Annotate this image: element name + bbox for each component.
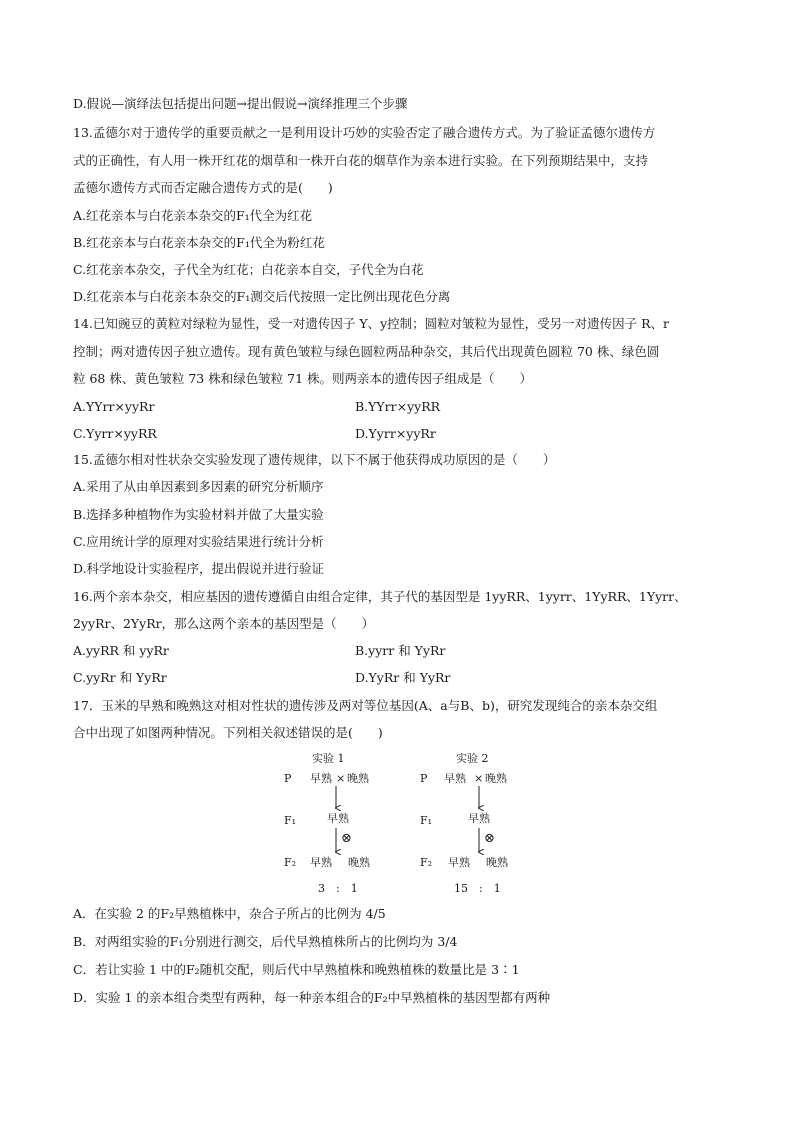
q14-stem-line-3: 粒 68 株、黄色皱粒 73 株和绿色皱粒 71 株。则两亲本的遗传因子组成是（ ） (73, 371, 533, 386)
q14-stem-line-2: 控制；两对遗传因子独立遗传。现有黄色皱粒与绿色圆粒两品种杂交，其后代出现黄色圆粒 70 株、绿色圆 (73, 344, 660, 359)
exp1-f2-early: 早熟 (310, 856, 332, 869)
q13-stem-line-1: 13.孟德尔对于遗传学的重要贡献之一是利用设计巧妙的实验否定了融合遗传方式。为了验证孟德尔遗传方 (73, 125, 656, 140)
q17-option-c: C．若让实验 1 中的F₂随机交配，则后代中早熟植株和晚熟植株的数量比是 3∶1 (73, 962, 520, 977)
exp1-f2-label: F₂ (284, 856, 297, 869)
q14-option-b: B.YYrr×yyRR (355, 399, 441, 414)
exp2-f2-early: 早熟 (448, 856, 470, 869)
exp1-p-label: P (284, 772, 292, 785)
q15-option-a: A.采用了从由单因素到多因素的研究分析顺序 (73, 479, 324, 494)
cross-diagram (270, 750, 530, 900)
q15-option-d: D.科学地设计实验程序，提出假说并进行验证 (73, 561, 325, 576)
q14-option-a: A.YYrr×yyRr (73, 399, 155, 414)
q13-stem-line-3: 孟德尔遗传方式而否定融合遗传方式的是( ) (73, 180, 333, 195)
q14-option-c: C.Yyrr×yyRR (73, 426, 157, 441)
q17-option-d: D．实验 1 的亲本组合类型有两种，每一种亲本组合的F₂中早熟植株的基因型都有两种 (73, 990, 551, 1005)
exp1-title: 实验 1 (312, 752, 345, 765)
exp1-selfing-icon: ⊗ (341, 831, 352, 846)
exp1-p-early: 早熟 (310, 772, 332, 785)
q15-option-c: C.应用统计学的原理对实验结果进行统计分析 (73, 534, 324, 549)
exp2-p-label: P (420, 772, 428, 785)
q15-option-b: B.选择多种植物作为实验材料并做了大量实验 (73, 507, 324, 522)
exp2-p-early: 早熟 (444, 772, 466, 785)
q16-stem-line-2: 2yyRr、2YyRr，那么这两个亲本的基因型是（ ） (73, 616, 375, 631)
q16-stem-line-1: 16.两个亲本杂交，相应基因的遗传遵循自由组合定律，其子代的基因型是 1yyRR、1yyrr、1YyRR、1Yyrr、 (73, 589, 687, 604)
q13-option-a: A.红花亲本与白花亲本杂交的F₁代全为红花 (73, 208, 313, 223)
exp1-cross-symbol: × (336, 772, 346, 785)
exp1-f2-late: 晚熟 (348, 856, 370, 869)
q16-option-c: C.yyRr 和 YyRr (73, 670, 167, 685)
q12-option-d: D.假说—演绎法包括提出问题→提出假说→演绎推理三个步骤 (73, 96, 408, 111)
q16-option-b: B.yyrr 和 YyRr (355, 643, 446, 658)
q17-stem-line-1: 17．玉米的早熟和晚熟这对相对性状的遗传涉及两对等位基因(A、a与B、b)，研究发现纯合的亲本杂交组 (73, 698, 658, 713)
exp1-ratio: 3 : 1 (318, 882, 358, 895)
q16-option-a: A.yyRR 和 yyRr (73, 643, 169, 658)
exp2-f1-label: F₁ (420, 814, 433, 827)
exp1-p-late: 晚熟 (347, 772, 369, 785)
q14-stem-line-1: 14.已知豌豆的黄粒对绿粒为显性，受一对遗传因子 Y、y控制；圆粒对皱粒为显性，受另一对遗传因子 R、r (73, 316, 670, 331)
q13-stem-line-2: 式的正确性，有人用一株开红花的烟草和一株开白花的烟草作为亲本进行实验。在下列预期结果中，支持 (73, 153, 649, 168)
exp2-f2-late: 晚熟 (486, 856, 508, 869)
q17-option-b: B．对两组实验的F₁分别进行测交，后代早熟植株所占的比例均为 3/4 (73, 934, 458, 949)
exp2-f2-label: F₂ (420, 856, 433, 869)
q17-option-a: A．在实验 2 的F₂早熟植株中，杂合子所占的比例为 4/5 (73, 906, 386, 921)
exp2-cross-symbol: × (474, 772, 484, 785)
q15-stem: 15.孟德尔相对性状杂交实验发现了遗传规律，以下不属于他获得成功原因的是（ ） (73, 452, 556, 467)
q16-option-d: D.YyRr 和 YyRr (355, 670, 451, 685)
exp2-selfing-icon: ⊗ (484, 831, 495, 846)
q14-option-d: D.Yyrr×yyRr (355, 426, 436, 441)
exp1-f1-label: F₁ (284, 814, 297, 827)
exp1-f1-early: 早熟 (327, 812, 349, 825)
exp2-title: 实验 2 (456, 752, 489, 765)
q13-option-b: B.红花亲本与白花亲本杂交的F₁代全为粉红花 (73, 235, 325, 250)
exp2-p-late: 晚熟 (485, 772, 507, 785)
q13-option-d: D.红花亲本与白花亲本杂交的F₁测交后代按照一定比例出现花色分离 (73, 289, 451, 304)
q17-stem-line-2: 合中出现了如图两种情况。下列相关叙述错误的是( ) (73, 725, 383, 740)
q13-option-c: C.红花亲本杂交，子代全为红花；白花亲本自交，子代全为白花 (73, 262, 424, 277)
exp2-f1-early: 早熟 (468, 812, 490, 825)
exp2-ratio: 15 : 1 (454, 882, 501, 895)
